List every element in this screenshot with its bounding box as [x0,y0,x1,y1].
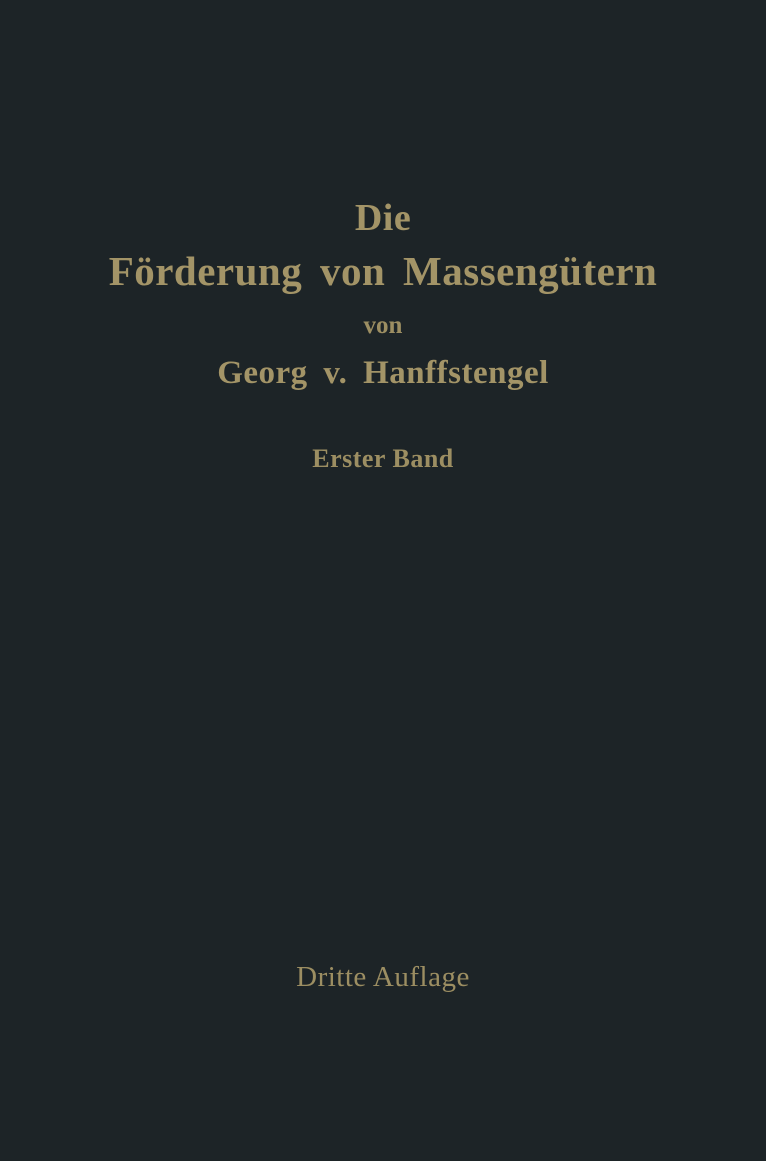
byline-von: von [363,312,403,339]
volume-label: Erster Band [312,444,454,473]
book-title-line-2: Förderung von Massengütern [108,248,658,294]
edition-label: Dritte Auflage [296,961,470,993]
book-title-line-1: Die [354,197,412,239]
author-name: Georg v. Hanffstengel [217,355,549,391]
